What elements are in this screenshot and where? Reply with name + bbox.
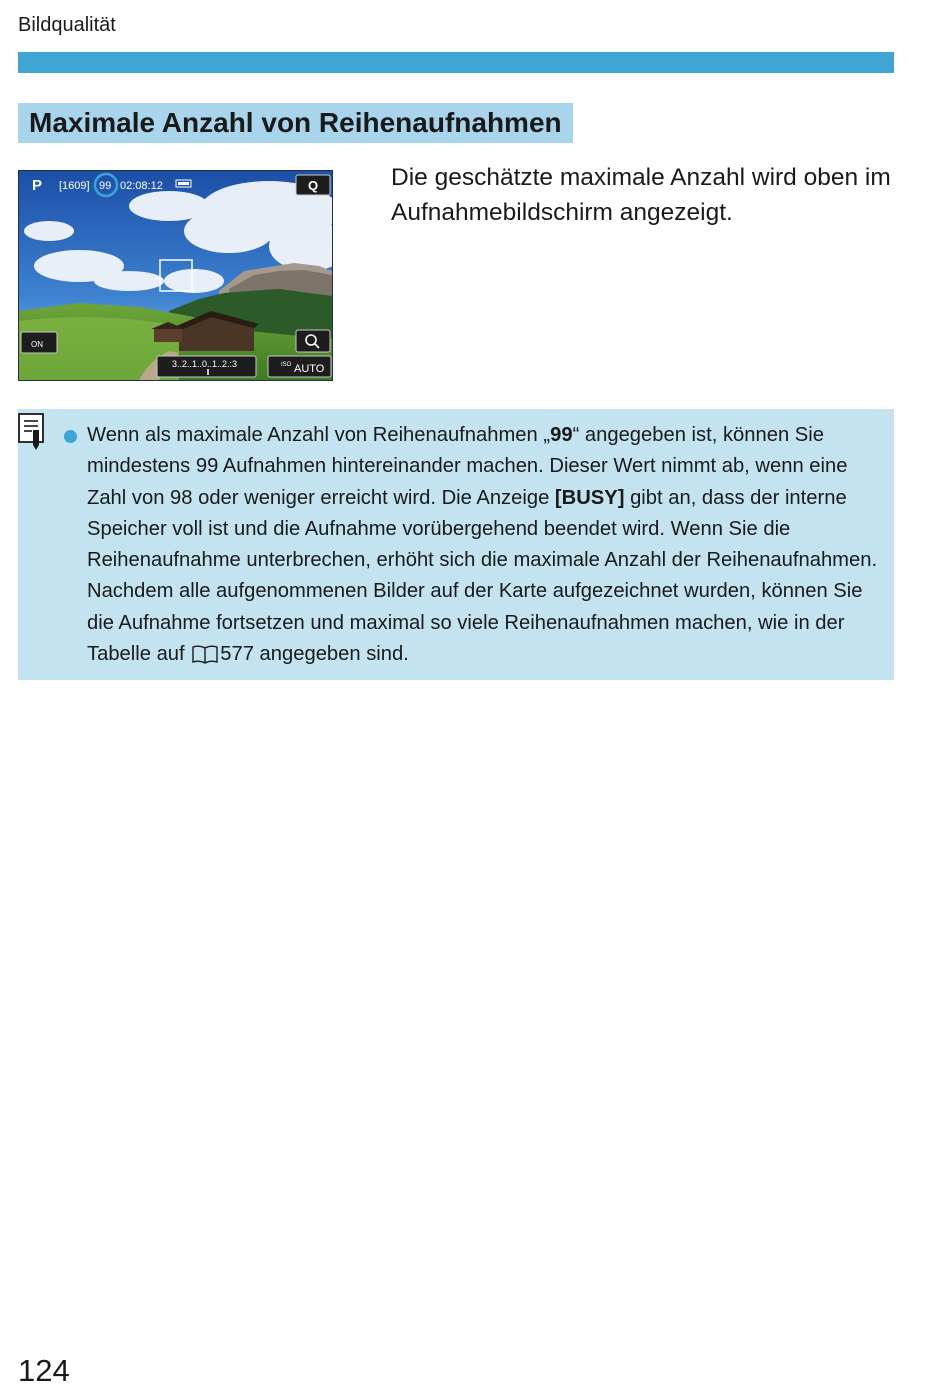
- quick-menu-button: [296, 175, 330, 195]
- book-icon: [191, 644, 219, 664]
- iso-value: AUTO: [294, 363, 325, 375]
- mode-indicator: P: [32, 177, 43, 194]
- movie-time: 02:08:12: [120, 180, 163, 192]
- header-accent-bar: [18, 52, 894, 73]
- shots-remaining: [1609]: [59, 180, 90, 192]
- note-box: [18, 409, 894, 680]
- page-number: 124: [18, 1353, 70, 1388]
- note-text-part2: “ angegeben ist, können Sie mindestens 99 Aufnahmen hintereinander machen. Dieser Wert nimmt ab, wenn eine Zahl von 98 oder weniger erreicht wird. Die Anzeige: [87, 424, 848, 509]
- camera-screen-image: [18, 170, 333, 381]
- note-busy-bold: [BUSY]: [554, 486, 625, 509]
- note-text-part4: angegeben sind.: [253, 643, 409, 666]
- iso-indicator: [268, 356, 331, 377]
- exposure-scale-text: 3..2..1..0..1..2.:3: [172, 359, 238, 369]
- bullet-icon: [64, 430, 77, 443]
- max-burst-count: 99: [99, 180, 112, 192]
- iso-small-label: ISO: [281, 362, 292, 368]
- magnify-button: [296, 330, 330, 352]
- exposure-scale: [157, 356, 256, 377]
- section-label: Bildqualität: [18, 14, 116, 36]
- note-text-part3: gibt an, dass der interne Speicher voll ist und die Aufnahme vorübergehend beendet wird. Wenn Sie die Reihenaufnahme unterbrechen, erhöht sich die maximale Anzahl der Reihenaufnahmen. Nachdem alle aufgenommenen Bilder auf der Karte aufgezeichnet wurden, können Sie die Aufnahme fortsetzen und maximal so viele Reihenaufnahmen machen, wie in der Tabelle auf: [87, 486, 878, 666]
- touch-shutter-label: ON: [31, 340, 43, 349]
- touch-shutter-button: [21, 332, 57, 353]
- intro-text: Die geschätzte maximale Anzahl wird oben im Aufnahmebildschirm angezeigt.: [391, 164, 891, 226]
- quick-menu-label: Q: [307, 178, 319, 193]
- note-value-bold: 99: [550, 424, 573, 446]
- note-text-part1: Wenn als maximale Anzahl von Reihenaufnahmen „: [87, 424, 551, 446]
- memo-note-icon: [18, 413, 44, 453]
- note-text: [87, 420, 887, 670]
- page-reference[interactable]: 577: [220, 643, 254, 666]
- section-title: Maximale Anzahl von Reihenaufnahmen: [18, 103, 573, 143]
